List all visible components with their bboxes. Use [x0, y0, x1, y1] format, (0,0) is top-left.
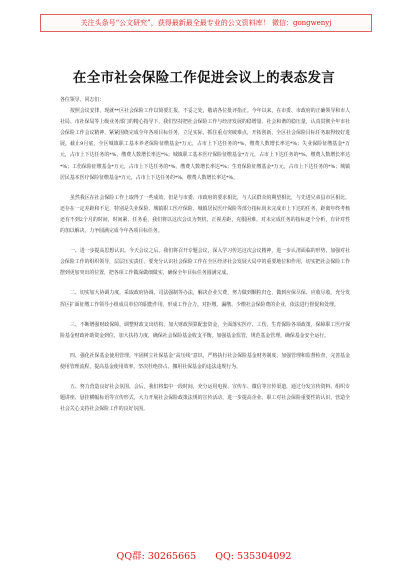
paragraph-point-5: 五、努力营造良好社会氛围。会后，我们将集中一段时间，充分运用电视、宣传车、微信等宣传渠道，通过分发宣传资料、组织专题讲座、悬挂横幅标语等宣传形式，大力开展社会保险政策法规的宣传活动，进一步提高企业、职工对社会保险重要性的认识，营造全社会关心支持社会保险工作的良好氛围。 — [60, 383, 350, 413]
paragraph-point-4: 四、强化社保基金使用管理。牢固树立社保基金“高压线”意识，严格执行社会保险基金财务制度，加强管理和监督检查，完善基金使用管理流程，提高基金使用效率，坚决杜绝挤占、挪用社保基金的违法违规行为。 — [60, 352, 350, 370]
document-title: 在全市社会保险工作促进会议上的表态发言 — [72, 70, 336, 86]
qq-group-text: QQ群: 30265665 — [116, 551, 197, 562]
paragraph-point-2: 二、切实加大协调力度。采取政府协调、司法强制等办法，解决企业欠费，努力做到颗粒归仓，做到应保尽保、应收尽收。充分发挥区扩面征缴工作领导小组成员单位的职能作用，形成工作合力。对拒缴、漏缴、少缴社会保险费的企业，依法进行督促和处理。 — [60, 290, 350, 308]
paragraph-point-1: 一、进一步提高思想认识。今天会议之后，我们将召开专题会议，深入学习传达这次会议精神，进一步认清面临的形势，加强对社会保险工作的组织领导，层层压实责任。要充分认识社会保险工作在全区经济社会发展大局中的重要地位和作用，切实把社会保险工作摆到更加突出的位置，把各项工作做深做细做实，确保全年目标任务圆满完成。 — [60, 248, 350, 277]
paragraph-intro: 按照会议安排，现就**区社会保险工作以简要汇报，不妥之处，敬请各位批评指正。今年以来，在市委、市政府的正确领导和市人社局、市社保局等上级业务部门的精心指导下，我们坚持把社会保险工作与经济发展的稳增量、社会和谐的稳压量，认真贯彻全年市社会保险工作会议精神，紧紧围绕完成全年各项目标任务，立足实际，抓住重点突破难点，开拓创新，全区社会保险目标任务取得较好进展。截止9月底，全区城镇职工基本养老保险征缴基金*万元，占市上下达任务的*%，缴费人数增长率达*%；失业保险征缴基金*万元，占市上下达任务的*%，缴费人数增长率达*%；城镇职工基本医疗保险征缴基金*万元，占市上下达任务的*%，缴费人数增长率达*%；工伤保险征缴基金*万元，占市上下达任务的*%，缴费人数增长率达*%；生育保险征缴基金*万元，占市上下达任务的*%；城镇居民基本医疗保险征缴基金*万元，占市上下达任务的*%，缴费人数增长率达*%。 — [60, 108, 350, 181]
paragraph-gaps: 虽然我区在社会保险工作上取得了一些成效，但是与市委、市政府的要求相比，与人民群众的期望相比，与先进兄弟县市区相比，还存在一定差距和不足，特别是失业保险、城镇职工医疗保险、城镇居民医疗保险等部分指标尚未完成市上下达的任务，距离年终考核还有不到2个月的时间，时间紧、任务重，我们将以这次会议为契机，正视差距，克服困难，对未完成任务的指标逐个分析，有针对性的加以解决，力争圆满完成今年各项目标任务。 — [60, 194, 350, 235]
document-body — [60, 95, 350, 415]
contact-footer — [0, 548, 408, 562]
qq-text: QQ: 535304092 — [215, 551, 292, 562]
salutation: 各位领导、同志们： — [60, 97, 105, 103]
paragraph-point-3: 三、不断增强财政保障。调整财政支出结构，加大财政预算配套资金，全面落实医疗、工伤、生育保险各项政策，保障职工医疗保险基金财政补助资金到位，加大扶持力度，确保社会保险基金收支平衡。加强基金监管，规范基金管理，确保基金安全运行。 — [60, 321, 350, 339]
promo-banner: 关注头条号“公文研究”，获得最新最全最专业的公文资料库！ 微信：gongwenyj — [40, 14, 372, 32]
